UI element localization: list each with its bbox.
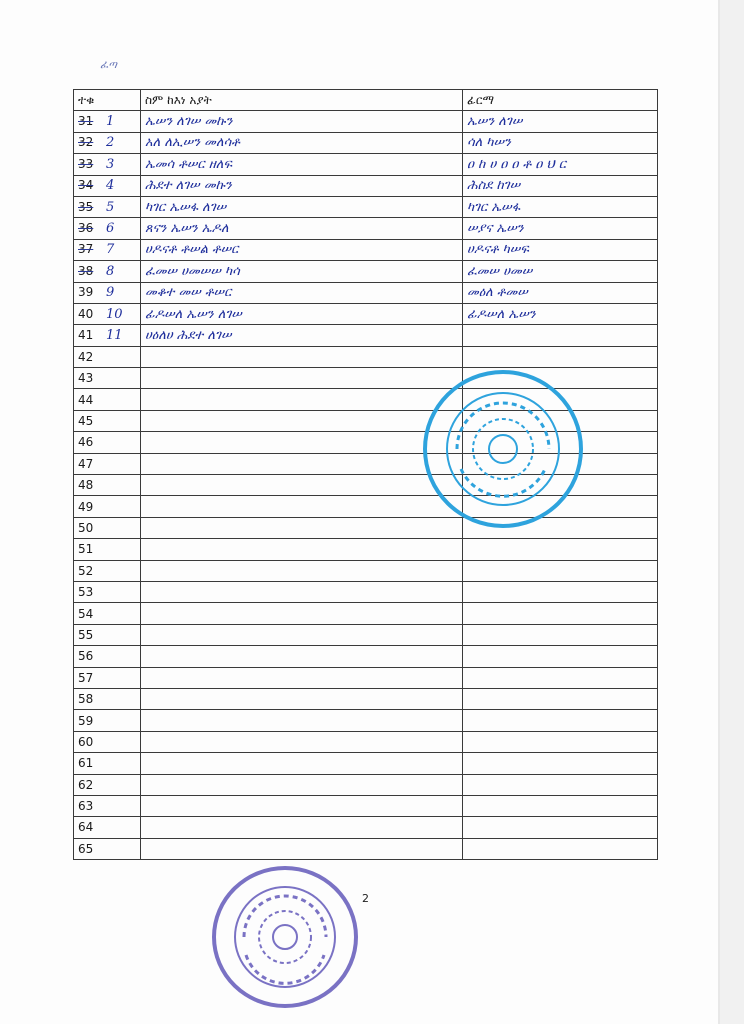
signature-cell xyxy=(463,346,658,367)
printed-row-number: 50 xyxy=(78,521,94,535)
signature-cell xyxy=(463,261,658,282)
table-row xyxy=(74,196,658,217)
handwritten-row-number: 6 xyxy=(106,221,115,237)
row-number-cell xyxy=(74,282,141,303)
signature-cell xyxy=(463,667,658,688)
handwritten-signature: ዐ ከ ሀ ዐ ዐ ቶ ዐ ህ ር xyxy=(467,156,566,172)
printed-row-number: 47 xyxy=(78,456,94,471)
printed-row-number: 56 xyxy=(78,649,94,664)
full-name-cell xyxy=(141,646,463,667)
full-name-cell xyxy=(141,218,463,239)
printed-row-number: 60 xyxy=(78,734,94,749)
table-row xyxy=(74,817,658,838)
row-number-cell xyxy=(74,475,141,496)
table-row xyxy=(74,111,658,132)
full-name-cell xyxy=(141,667,463,688)
row-number-cell xyxy=(74,389,141,410)
printed-row-number: 48 xyxy=(78,478,94,493)
full-name-cell xyxy=(141,774,463,795)
handwritten-row-number: 5 xyxy=(106,199,115,215)
row-number-cell xyxy=(74,581,141,602)
signature-cell xyxy=(463,731,658,752)
signature-cell xyxy=(463,196,658,217)
table-row xyxy=(74,795,658,816)
printed-row-number: 64 xyxy=(78,820,94,835)
signature-cell xyxy=(463,795,658,816)
handwritten-name: ኤመሳ ቶሠር ዘለፍ xyxy=(145,156,233,172)
handwritten-signature: መዕለ ቶመሠ xyxy=(467,285,528,301)
signature-cell xyxy=(463,539,658,560)
handwritten-signature: ኤሠን ለገሠ xyxy=(467,114,523,130)
table-row xyxy=(74,624,658,645)
row-number-cell xyxy=(74,346,141,367)
handwritten-name: ኤሠን ለገሠ መኩን xyxy=(145,114,233,130)
row-number-cell xyxy=(74,624,141,645)
full-name-cell xyxy=(141,688,463,709)
signature-cell xyxy=(463,710,658,731)
table-row xyxy=(74,132,658,153)
table-row xyxy=(74,710,658,731)
handwritten-row-number: 3 xyxy=(106,156,115,172)
handwritten-name: መቆተ መሠ ቶሠር xyxy=(145,285,232,301)
handwritten-name: ጸናን ኤሠን ኤዶለ xyxy=(145,221,229,237)
table-row xyxy=(74,731,658,752)
handwritten-name: አለ ለኢሠን መለሳቶ xyxy=(145,135,240,151)
table-row xyxy=(74,218,658,239)
printed-row-number: 40 xyxy=(78,306,94,321)
row-number-cell xyxy=(74,774,141,795)
printed-row-number: 62 xyxy=(78,777,94,792)
table-row xyxy=(74,838,658,859)
signature-cell xyxy=(463,817,658,838)
full-name-cell xyxy=(141,368,463,389)
handwritten-row-number: 2 xyxy=(106,135,115,151)
handwritten-row-number: 4 xyxy=(106,178,115,194)
signature-cell xyxy=(463,132,658,153)
row-number-cell xyxy=(74,175,141,196)
signature-cell xyxy=(463,603,658,624)
row-number-cell xyxy=(74,410,141,431)
handwritten-name: ሀዕለሀ ሕደተ ለገሠ xyxy=(145,327,232,343)
signature-cell xyxy=(463,581,658,602)
full-name-cell xyxy=(141,539,463,560)
printed-row-number: 42 xyxy=(78,349,94,364)
gear-seal-icon xyxy=(427,374,579,524)
full-name-cell xyxy=(141,581,463,602)
printed-row-number: 39 xyxy=(78,285,94,300)
printed-row-number: 58 xyxy=(78,692,94,707)
signature-cell xyxy=(463,624,658,645)
full-name-cell xyxy=(141,496,463,517)
printed-row-number: 49 xyxy=(78,499,94,514)
full-name-cell xyxy=(141,261,463,282)
handwritten-name: ካገር ኤሠፋ ለገሠ xyxy=(145,199,227,215)
printed-row-number: 32 xyxy=(78,135,94,150)
table-row xyxy=(74,603,658,624)
table-row xyxy=(74,539,658,560)
printed-row-number: 36 xyxy=(78,221,94,236)
row-number-cell xyxy=(74,218,141,239)
full-name-cell xyxy=(141,603,463,624)
signature-cell xyxy=(463,646,658,667)
signature-cell xyxy=(463,560,658,581)
full-name-cell xyxy=(141,282,463,303)
full-name-cell xyxy=(141,710,463,731)
row-number-cell xyxy=(74,817,141,838)
handwritten-signature: ሀዶናቶ ካሠፍ xyxy=(467,242,529,258)
signature-cell xyxy=(463,303,658,324)
table-row xyxy=(74,646,658,667)
row-number-cell xyxy=(74,111,141,132)
printed-row-number: 45 xyxy=(78,414,94,429)
printed-row-number: 31 xyxy=(78,114,94,129)
full-name-cell xyxy=(141,432,463,453)
signature-cell xyxy=(463,774,658,795)
handwritten-signature: ሳለ ካሠን xyxy=(467,135,511,151)
signature-cell xyxy=(463,154,658,175)
header-signature: ፊርማ xyxy=(463,90,658,111)
handwritten-name: ሕደተ ለገሠ መኩን xyxy=(145,178,232,194)
row-number-cell xyxy=(74,710,141,731)
handwritten-row-number: 8 xyxy=(106,263,115,279)
table-row xyxy=(74,325,658,346)
printed-row-number: 59 xyxy=(78,713,94,728)
printed-row-number: 46 xyxy=(78,435,94,450)
row-number-cell xyxy=(74,539,141,560)
row-number-cell xyxy=(74,795,141,816)
full-name-cell xyxy=(141,838,463,859)
printed-row-number: 53 xyxy=(78,585,94,600)
page-number: 2 xyxy=(362,892,369,905)
row-number-cell xyxy=(74,838,141,859)
handwritten-name: ፊዶሠለ ኤሠን ለገሠ xyxy=(145,306,242,322)
full-name-cell xyxy=(141,560,463,581)
signature-cell xyxy=(463,688,658,709)
header-full-name: ስም ከእነ አያት xyxy=(141,90,463,111)
signature-cell xyxy=(463,175,658,196)
printed-row-number: 43 xyxy=(78,371,94,386)
handwritten-signature: ፈመሠ ሀመሠ xyxy=(467,263,533,279)
handwritten-signature: ፊዶሠለ ኤሠን xyxy=(467,306,536,322)
table-row xyxy=(74,774,658,795)
table-row xyxy=(74,261,658,282)
full-name-cell xyxy=(141,346,463,367)
signature-cell xyxy=(463,325,658,346)
row-number-cell xyxy=(74,432,141,453)
margin-note: ፈጣ xyxy=(100,58,117,71)
full-name-cell xyxy=(141,624,463,645)
handwritten-row-number: 7 xyxy=(106,242,115,258)
handwritten-row-number: 1 xyxy=(106,114,115,130)
row-number-cell xyxy=(74,132,141,153)
gear-seal-icon xyxy=(216,870,354,1004)
signature-cell xyxy=(463,838,658,859)
table-row xyxy=(74,667,658,688)
full-name-cell xyxy=(141,239,463,260)
table-row xyxy=(74,560,658,581)
table-header-row xyxy=(74,90,658,111)
full-name-cell xyxy=(141,475,463,496)
full-name-cell xyxy=(141,389,463,410)
row-number-cell xyxy=(74,368,141,389)
row-number-cell xyxy=(74,325,141,346)
table-row xyxy=(74,154,658,175)
full-name-cell xyxy=(141,325,463,346)
full-name-cell xyxy=(141,111,463,132)
printed-row-number: 57 xyxy=(78,670,94,685)
printed-row-number: 37 xyxy=(78,242,94,257)
row-number-cell xyxy=(74,517,141,538)
full-name-cell xyxy=(141,817,463,838)
table-row xyxy=(74,581,658,602)
table-row xyxy=(74,282,658,303)
signature-cell xyxy=(463,239,658,260)
printed-row-number: 35 xyxy=(78,199,94,214)
full-name-cell xyxy=(141,795,463,816)
full-name-cell xyxy=(141,453,463,474)
handwritten-row-number: 11 xyxy=(106,327,123,343)
printed-row-number: 54 xyxy=(78,606,94,621)
full-name-cell xyxy=(141,175,463,196)
table-row xyxy=(74,175,658,196)
row-number-cell xyxy=(74,303,141,324)
printed-row-number: 52 xyxy=(78,563,94,578)
full-name-cell xyxy=(141,410,463,431)
signature-cell xyxy=(463,753,658,774)
row-number-cell xyxy=(74,753,141,774)
full-name-cell xyxy=(141,517,463,538)
row-number-cell xyxy=(74,154,141,175)
row-number-cell xyxy=(74,603,141,624)
row-number-cell xyxy=(74,196,141,217)
row-number-cell xyxy=(74,667,141,688)
handwritten-row-number: 10 xyxy=(106,306,123,322)
table-row xyxy=(74,688,658,709)
purple-official-stamp xyxy=(212,866,358,1008)
row-number-cell xyxy=(74,239,141,260)
printed-row-number: 44 xyxy=(78,392,94,407)
full-name-cell xyxy=(141,196,463,217)
full-name-cell xyxy=(141,154,463,175)
handwritten-row-number: 9 xyxy=(106,285,115,301)
table-row xyxy=(74,753,658,774)
table-row xyxy=(74,239,658,260)
handwritten-signature: ሠያና ኤሠን xyxy=(467,221,524,237)
table-row xyxy=(74,346,658,367)
page-edge xyxy=(720,0,744,1024)
row-number-cell xyxy=(74,688,141,709)
signature-cell xyxy=(463,111,658,132)
printed-row-number: 38 xyxy=(78,263,94,278)
handwritten-signature: ካገር ኤሠፋ xyxy=(467,199,520,215)
row-number-cell xyxy=(74,453,141,474)
printed-row-number: 51 xyxy=(78,542,94,557)
printed-row-number: 33 xyxy=(78,156,94,171)
handwritten-name: ፈመሠ ሀመሠሠ ካሳ xyxy=(145,263,240,279)
row-number-cell xyxy=(74,731,141,752)
row-number-cell xyxy=(74,646,141,667)
row-number-cell xyxy=(74,261,141,282)
header-number: ተቁ xyxy=(74,90,141,111)
full-name-cell xyxy=(141,731,463,752)
printed-row-number: 65 xyxy=(78,841,94,856)
table-row xyxy=(74,303,658,324)
printed-row-number: 63 xyxy=(78,799,94,814)
signature-cell xyxy=(463,218,658,239)
printed-row-number: 55 xyxy=(78,627,94,642)
blue-official-stamp xyxy=(423,370,583,528)
signature-cell xyxy=(463,282,658,303)
full-name-cell xyxy=(141,303,463,324)
printed-row-number: 61 xyxy=(78,756,94,771)
printed-row-number: 41 xyxy=(78,327,94,342)
handwritten-signature: ሕስደ ከገሠ xyxy=(467,178,521,194)
handwritten-name: ሀዶናቶ ቶሠል ቶሠር xyxy=(145,242,239,258)
row-number-cell xyxy=(74,560,141,581)
full-name-cell xyxy=(141,753,463,774)
printed-row-number: 34 xyxy=(78,178,94,193)
full-name-cell xyxy=(141,132,463,153)
row-number-cell xyxy=(74,496,141,517)
